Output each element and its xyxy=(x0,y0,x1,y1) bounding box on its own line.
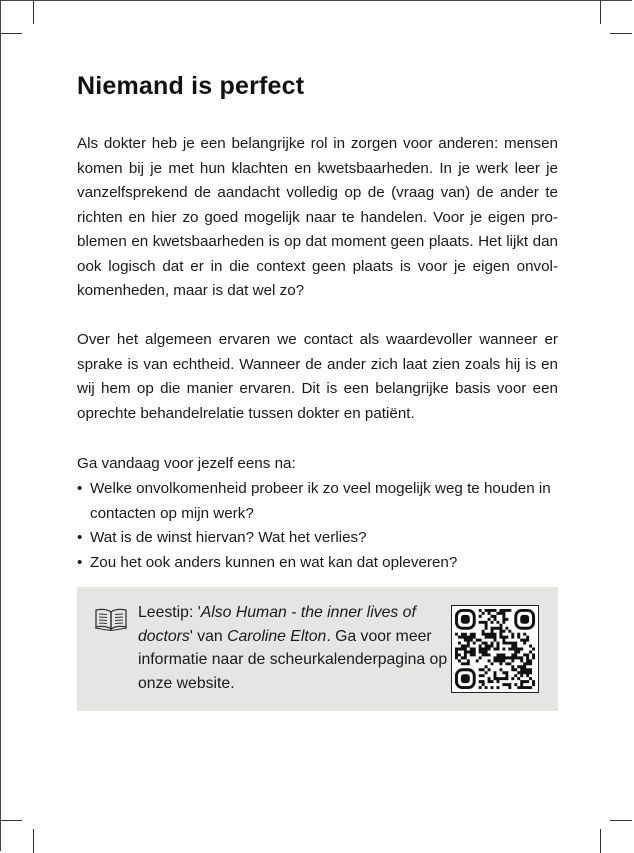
book-title: Also Human - the inner lives of doctors xyxy=(138,604,416,645)
crop-mark xyxy=(600,829,601,853)
book-author: Caroline Elton xyxy=(227,627,327,645)
crop-mark xyxy=(610,33,632,34)
crop-mark xyxy=(600,0,601,24)
tip-middle: ' van xyxy=(189,627,228,645)
crop-mark xyxy=(0,33,22,34)
crop-mark xyxy=(33,0,34,24)
list-item: • Welke onvolkomenheid probeer ik zo veel mogelijk weg te houden in contacten op mijn werk? xyxy=(77,480,551,522)
question-intro: Ga vandaag voor jezelf eens na: xyxy=(77,455,296,472)
list-item: • Wat is de winst hiervan? Wat het verlies? xyxy=(77,529,367,546)
page-title: Niemand is perfect xyxy=(77,72,305,100)
crop-mark xyxy=(33,829,34,853)
book-icon xyxy=(94,607,128,631)
tip-prefix: Leestip: ' xyxy=(138,604,201,621)
crop-mark xyxy=(610,820,632,821)
question-list xyxy=(77,477,560,575)
reading-tip-text xyxy=(138,601,450,695)
reading-tip-box xyxy=(77,587,558,711)
list-item-text: Wat is de winst hiervan? Wat het verlies? xyxy=(90,529,367,546)
qr-code[interactable] xyxy=(451,605,539,693)
list-item: • Zou het ook anders kunnen en wat kan dat opleveren? xyxy=(77,553,458,571)
list-item-text: Zou het ook anders kunnen en wat kan dat opleveren? xyxy=(90,553,458,571)
crop-mark xyxy=(0,820,22,821)
tip-suffix: . Ga voor meer informatie naar de scheurkalenderpagina op onze website. xyxy=(138,627,448,692)
list-item-text: Welke onvolkomenheid probeer ik zo veel mogelijk weg te houden in contacten op mijn werk? xyxy=(90,480,551,522)
paragraph-1: Als dokter heb je een belangrijke rol in zorgen voor anderen: mensen komen bij je met hun klachten en kwetsbaarheden. In je werk leer je vanzelfsprekend de aandacht volledig op de (vraag van) de ander te richten en hier zo goed mogelijk naar te handelen. Voor je eigen problemen en kwetsbaarheden is op dat moment geen plaats. Het lijkt dan ook logisch dat er in die context geen plaats is voor je eigen onvolkomenheden, maar is dat wel zo? xyxy=(77,135,558,299)
paragraph-2: Over het algemeen ervaren we contact als waardevoller wanneer er sprake is van echtheid. Wanneer de ander zich laat zien zoals hij is en wij hem op die manier ervaren. Dit is een belangrijke basis voor een oprechte behandelrelatie tussen dokter en patiënt. xyxy=(77,331,558,422)
